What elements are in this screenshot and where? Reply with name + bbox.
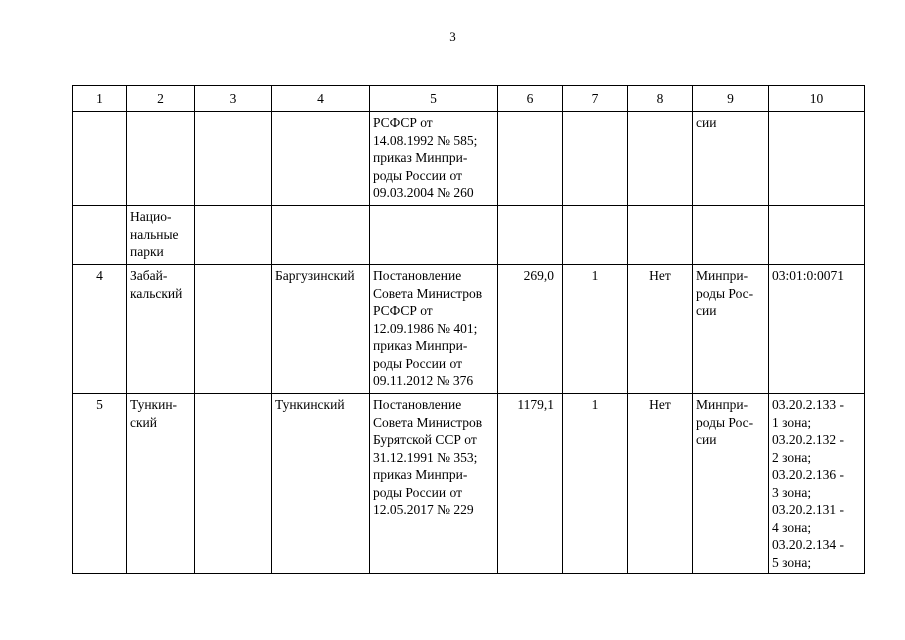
cell-line: 3 зона; (772, 484, 812, 500)
cell-code: 03:01:0:0071 (769, 265, 865, 394)
cell-code (769, 394, 865, 574)
cell-col3 (195, 206, 272, 265)
cell-document (370, 265, 498, 394)
cell-line: роды Рос- (696, 285, 754, 301)
cell-col4: Баргузинский (272, 265, 370, 394)
cell-line: 03.20.2.133 - (772, 397, 844, 412)
cell-name (127, 112, 195, 206)
cell-col7: 1 (563, 394, 628, 574)
data-table (72, 85, 865, 574)
cell-line: 09.03.2004 № 260 (373, 185, 474, 200)
cell-line: 03.20.2.134 - (772, 537, 844, 552)
cell-line: 03.20.2.132 - (772, 432, 844, 447)
cell-line: роды России от (373, 167, 462, 183)
cell-line: нальные (130, 226, 179, 242)
cell-line: РСФСР от (373, 115, 433, 130)
cell-line: 14.08.1992 № 585; (373, 132, 478, 148)
cell-col8 (628, 112, 693, 206)
cell-line: Нацио- (130, 209, 172, 224)
cell-line: сии (696, 432, 717, 447)
table-header-row (73, 86, 865, 112)
table-row (73, 394, 865, 574)
cell-col4 (272, 112, 370, 206)
cell-document (370, 112, 498, 206)
cell-name (127, 394, 195, 574)
cell-line: приказ Минпри- (373, 338, 468, 353)
cell-line: 03.20.2.131 - (772, 502, 844, 517)
cell-code (769, 206, 865, 265)
cell-line: 5 зона; (772, 554, 812, 570)
cell-col4 (272, 206, 370, 265)
column-header: 2 (127, 86, 195, 112)
cell-number (73, 206, 127, 265)
cell-name (127, 265, 195, 394)
cell-line: 31.12.1991 № 353; (373, 449, 478, 465)
cell-col8: Нет (628, 394, 693, 574)
cell-col8: Нет (628, 265, 693, 394)
cell-document (370, 206, 498, 265)
cell-name (127, 206, 195, 265)
column-header: 6 (498, 86, 563, 112)
cell-col3 (195, 394, 272, 574)
cell-line: 4 зона; (772, 519, 812, 535)
cell-line: 12.09.1986 № 401; (373, 320, 478, 336)
cell-line: сии (696, 115, 717, 130)
cell-line: Постановление (373, 397, 462, 412)
column-header: 4 (272, 86, 370, 112)
cell-authority (693, 112, 769, 206)
cell-line: Бурятской ССР от (373, 432, 477, 447)
column-header: 5 (370, 86, 498, 112)
cell-authority (693, 206, 769, 265)
cell-line: приказ Минпри- (373, 150, 468, 165)
column-header: 10 (769, 86, 865, 112)
cell-line: Минпри- (696, 397, 749, 412)
page-number: 3 (449, 29, 456, 44)
table-row (73, 265, 865, 394)
cell-line: Забай- (130, 268, 168, 283)
cell-line: РСФСР от (373, 303, 433, 318)
cell-line: Минпри- (696, 268, 749, 283)
cell-number: 5 (73, 394, 127, 574)
cell-col7: 1 (563, 265, 628, 394)
cell-area: 269,0 (498, 265, 563, 394)
cell-line: 1 зона; (772, 414, 812, 430)
cell-area: 1179,1 (498, 394, 563, 574)
cell-number (73, 112, 127, 206)
cell-line: роды Рос- (696, 414, 754, 430)
table-row (73, 112, 865, 206)
cell-line: 12.05.2017 № 229 (373, 502, 474, 517)
cell-line: Постановление (373, 268, 462, 283)
cell-line: сии (696, 303, 717, 318)
column-header: 1 (73, 86, 127, 112)
cell-col3 (195, 265, 272, 394)
cell-area (498, 112, 563, 206)
cell-col4: Тункинский (272, 394, 370, 574)
column-header: 3 (195, 86, 272, 112)
cell-line: 2 зона; (772, 449, 812, 465)
cell-authority (693, 394, 769, 574)
cell-authority (693, 265, 769, 394)
cell-number: 4 (73, 265, 127, 394)
cell-line: Тункин- (130, 397, 178, 412)
cell-code (769, 112, 865, 206)
cell-area (498, 206, 563, 265)
cell-col8 (628, 206, 693, 265)
table-row (73, 206, 865, 265)
cell-col3 (195, 112, 272, 206)
cell-line: Совета Министров (373, 414, 483, 430)
cell-line: 03.20.2.136 - (772, 467, 844, 482)
cell-line: кальский (130, 285, 183, 301)
cell-col7 (563, 206, 628, 265)
cell-line: роды России от (373, 484, 462, 500)
column-header: 7 (563, 86, 628, 112)
cell-col7 (563, 112, 628, 206)
cell-line: 09.11.2012 № 376 (373, 373, 474, 388)
cell-line: роды России от (373, 355, 462, 371)
column-header: 8 (628, 86, 693, 112)
cell-document (370, 394, 498, 574)
cell-line: Совета Министров (373, 285, 483, 301)
cell-line: парки (130, 244, 164, 259)
cell-line: ский (130, 414, 157, 430)
cell-line: приказ Минпри- (373, 467, 468, 482)
column-header: 9 (693, 86, 769, 112)
